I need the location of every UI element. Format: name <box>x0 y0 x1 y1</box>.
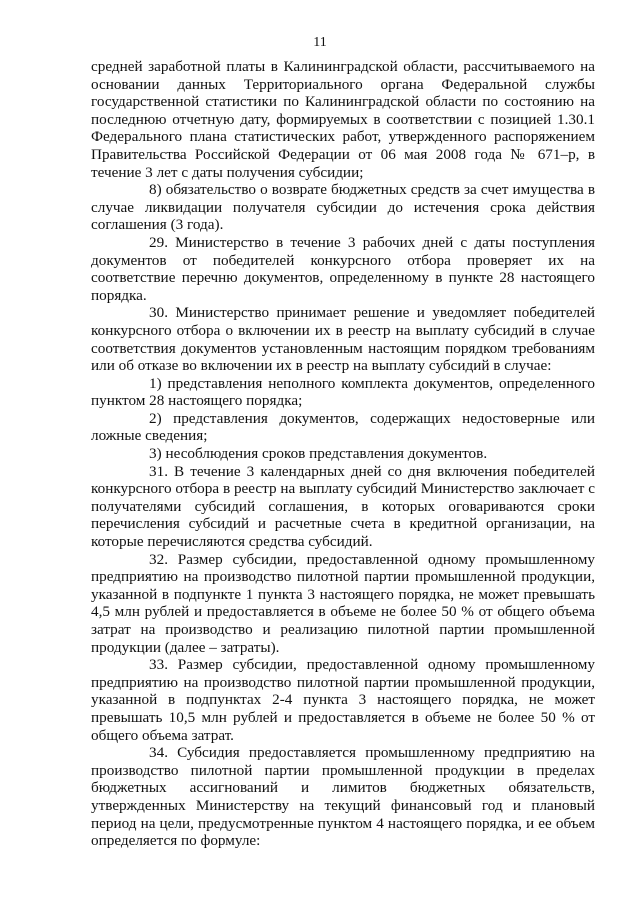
paragraph-continuation: средней заработной платы в Калининградской области, рассчитываемого на основании данных Территориального органа Федеральной службы государственной статистики по Калининградской области по состоянию на последнюю отчетную дату, формируемых в соответствии с позицией 1.30.1 Федерального плана статистических работ, утвержденного распоряжением Правительства Российской Федерации от 06 мая 2008 года № 671–р, в течение 3 лет с даты получения субсидии; <box>91 58 595 181</box>
paragraph-33: 33. Размер субсидии, предоставленной одному промышленному предприятию на производство пилотной партии промышленной продукции, указанной в подпунктах 2-4 пункта 3 настоящего порядка, не может превышать 10,5 млн рублей и предоставляется в объеме не более 50 % от общего объема затрат. <box>91 656 595 744</box>
paragraph-30-item-3: 3) несоблюдения сроков представления документов. <box>149 445 488 463</box>
paragraph-32: 32. Размер субсидии, предоставленной одному промышленному предприятию на производство пилотной партии промышленной продукции, указанной в подпункте 1 пункта 3 настоящего порядка, не может превышать 4,5 млн рублей и предоставляется в объеме не более 50 % от общего объема затрат на производство и реализацию пилотной партии промышленной продукции (далее – затраты). <box>91 550 595 656</box>
paragraph-34: 34. Субсидия предоставляется промышленному предприятию на производство пилотной партии промышленной продукции в пределах бюджетных ассигнований и лимитов бюджетных обязательств, утвержденных Министерству на текущий финансовый год и плановый период на цели, предусмотренные пунктом 4 настоящего порядка, и ее объем определяется по формуле: <box>91 744 595 850</box>
paragraph-31: 31. В течение 3 календарных дней со дня включения победителей конкурсного отбора в реестр на выплату субсидий Министерство заключает с получателями субсидий соглашения, в которых оговариваются сроки перечисления субсидий и расчетные счета в кредитной организации, на которые перечисляются средства субсидий. <box>91 462 595 551</box>
paragraph-30: 30. Министерство принимает решение и уведомляет победителей конкурсного отбора о включении их в реестр на выплату субсидий в случае соответствия документов установленным настоящим порядком требованиям или об отказе во включении их в реестр на выплату субсидий в случае: <box>91 304 595 375</box>
paragraph-item-8: 8) обязательство о возврате бюджетных средств за счет имущества в случае ликвидации получателя субсидии до истечения срока действия соглашения (3 года). <box>91 181 595 234</box>
paragraph-30-item-1: 1) представления неполного комплекта документов, определенного пунктом 28 настоящего порядка; <box>91 374 595 410</box>
paragraph-29: 29. Министерство в течение 3 рабочих дней с даты поступления документов от победителей конкурсного отбора проверяет их на соответствие перечню документов, определенному в пункте 28 настоящего порядка. <box>91 233 595 304</box>
document-body <box>91 58 595 850</box>
paragraph-30-item-2: 2) представления документов, содержащих недостоверные или ложные сведения; <box>91 409 595 445</box>
page-number: 11 <box>313 35 327 50</box>
